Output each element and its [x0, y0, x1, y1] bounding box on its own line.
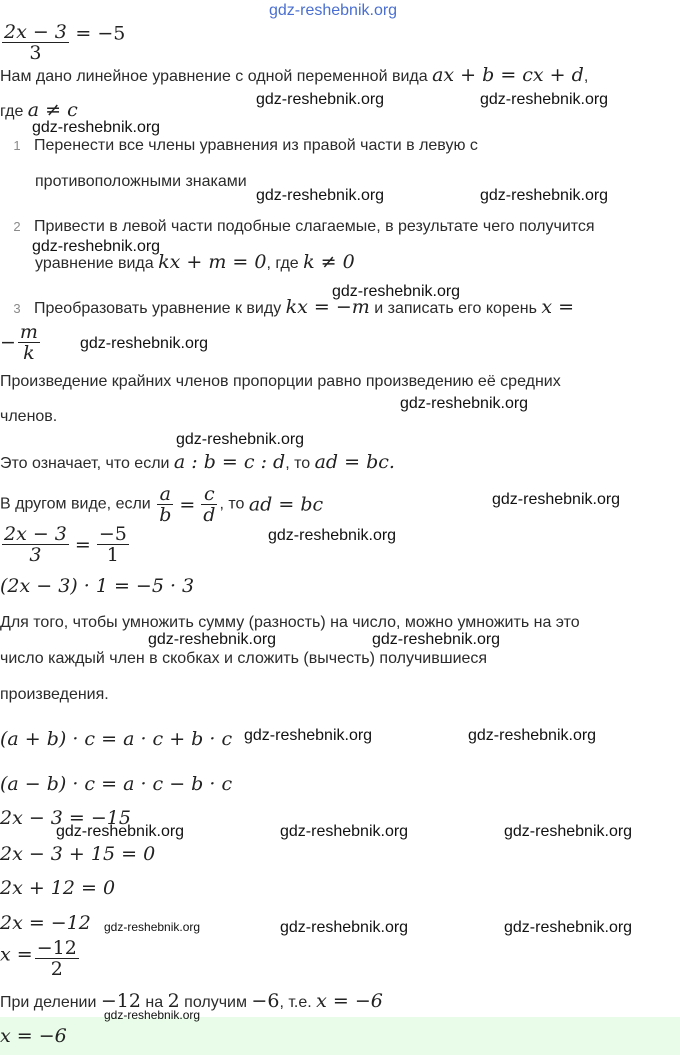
proportion-line2: членов.	[0, 408, 58, 425]
answer-box	[0, 1017, 680, 1055]
solution-step6-m1: −12	[100, 990, 141, 1012]
eq0-den: 3	[2, 42, 69, 49]
step-3-line1	[0, 296, 574, 320]
solution-step6-m3: −6	[251, 990, 280, 1012]
step-3-math-b: x =	[541, 296, 575, 318]
proportion-line3	[0, 451, 395, 475]
watermark: gdz-reshebnik.org	[176, 431, 305, 448]
step-1-number: 1	[13, 138, 21, 153]
solution-step5-fraction	[35, 937, 79, 980]
intro-math1: ax + b = cx + d	[432, 64, 584, 86]
watermark: gdz-reshebnik.org	[280, 919, 409, 936]
distributive-line3: произведения.	[0, 686, 109, 703]
watermark: gdz-reshebnik.org	[468, 727, 597, 744]
eq2: (2x − 3) · 1 = −5 · 3	[0, 575, 195, 597]
step-1-line2	[35, 171, 247, 193]
eq1-rd: 1	[97, 544, 129, 565]
step-2-text2b: , где	[266, 255, 304, 272]
step-3-frac-sign: −	[0, 331, 16, 354]
eq1-ln: 2x − 3	[4, 523, 67, 545]
watermark: gdz-reshebnik.org	[480, 91, 609, 108]
intro-text3: где	[0, 103, 28, 120]
proportion-text4b: , то	[219, 495, 249, 513]
step-1-line1	[0, 135, 478, 157]
solution-step5	[0, 937, 81, 980]
step-2-text: Привести в левой части подобные слагаемые, в результате чего получится	[34, 218, 595, 235]
watermark: gdz-reshebnik.org	[268, 527, 397, 544]
watermark: gdz-reshebnik.org	[400, 395, 529, 412]
watermark: gdz-reshebnik.org	[104, 1008, 201, 1022]
watermark: gdz-reshebnik.org	[244, 727, 373, 744]
watermark: gdz-reshebnik.org	[372, 631, 501, 648]
proportion-eq: =	[179, 493, 196, 516]
watermark: gdz-reshebnik.org	[332, 283, 461, 300]
proportion-text4a: В другом виде, если	[0, 495, 156, 513]
solution-step6-b: на	[140, 994, 168, 1011]
watermark: gdz-reshebnik.org	[148, 631, 277, 648]
solution-step2: 2x − 3 + 15 = 0	[0, 843, 156, 865]
proportion-text3a: Это означает, что если	[0, 455, 174, 472]
solution-step3: 2x + 12 = 0	[0, 877, 116, 899]
watermark: gdz-reshebnik.org	[256, 187, 385, 204]
step-3-frac-num: m	[19, 321, 38, 343]
step-2-math-b: k ≠ 0	[303, 251, 355, 273]
proportion-f2d: d	[203, 504, 216, 526]
proportion-line1: Произведение крайних членов пропорции равно произведению её средних	[0, 373, 561, 390]
proportion-math3b: ad = bc.	[314, 451, 395, 473]
step-3-fraction	[18, 322, 40, 363]
step-1-text: Перенести все члены уравнения из правой части в левую с	[34, 137, 478, 154]
eq0-fraction	[2, 21, 69, 64]
solution-step5-den: 2	[35, 958, 79, 971]
watermark: gdz-reshebnik.org	[32, 238, 161, 255]
step-3-text1a: Преобразовать уравнение к виду	[34, 300, 286, 317]
solution-step6-a: При делении	[0, 994, 101, 1011]
proportion-f1n: a	[159, 483, 171, 505]
solution-step1: 2x − 3 = −15	[0, 807, 131, 829]
step-3-line2	[0, 322, 42, 363]
solution-step6-c: получим	[179, 994, 252, 1011]
step-3-math-a: kx = −m	[285, 296, 370, 318]
watermark: gdz-reshebnik.org	[504, 919, 633, 936]
intro-text2: ,	[583, 68, 589, 85]
eq1-eq: =	[74, 533, 91, 556]
distributive-line2: число каждый член в скобках и сложить (вычесть) получившиеся	[0, 650, 488, 667]
distributive-line1: Для того, чтобы умножить сумму (разность) на число, можно умножить на это	[0, 614, 580, 631]
watermark: gdz-reshebnik.org	[492, 491, 621, 508]
solution-step5-num: −12	[36, 937, 77, 959]
solution-step6-m2: 2	[167, 990, 180, 1012]
step-3-number: 3	[13, 301, 21, 316]
intro-text1: Нам дано линейное уравнение с одной переменной вида	[0, 68, 433, 85]
watermark: gdz-reshebnik.org	[104, 920, 201, 934]
distributive-rule1: (a + b) · c = a · c + b · c	[0, 728, 233, 750]
intro-line1	[0, 64, 588, 88]
distributive-rule2: (a − b) · c = a · c − b · c	[0, 773, 233, 795]
solution-step4: 2x = −12	[0, 912, 91, 934]
eq0-num: 2x − 3	[4, 21, 67, 43]
eq0-rhs: = −5	[75, 22, 126, 45]
watermark: gdz-reshebnik.org	[80, 335, 209, 352]
watermark: gdz-reshebnik.org	[480, 187, 609, 204]
step-2-number: 2	[13, 219, 21, 234]
watermark: gdz-reshebnik.org	[280, 823, 409, 840]
eq1-left-fraction	[2, 524, 69, 565]
watermark-top: gdz-reshebnik.org	[269, 2, 398, 19]
eq1	[0, 524, 131, 565]
step-2-text2a: уравнение вида	[35, 255, 159, 272]
proportion-f1d: b	[159, 504, 172, 526]
proportion-frac1	[157, 484, 173, 525]
eq1-ld: 3	[2, 544, 69, 565]
step-3-frac-den: k	[18, 342, 40, 363]
eq0	[0, 21, 126, 64]
step-2-line1	[0, 216, 595, 238]
intro-math2: a ≠ c	[27, 99, 78, 121]
step-3-text1b: и записать его корень	[369, 300, 542, 317]
eq1-right-fraction	[97, 524, 129, 565]
proportion-f2n: c	[204, 483, 215, 505]
proportion-math3: a : b = c : d	[173, 451, 286, 473]
watermark: gdz-reshebnik.org	[504, 823, 633, 840]
proportion-text3b: , то	[285, 455, 315, 472]
step-2-math-a: kx + m = 0	[158, 251, 267, 273]
step-1-text2: противоположными знаками	[35, 173, 247, 190]
answer-text: x = −6	[0, 1025, 67, 1047]
solution-step6-d: , т.е.	[279, 994, 317, 1011]
proportion-math4: ad = bc	[248, 493, 324, 516]
proportion-line4	[0, 484, 323, 525]
proportion-frac2	[201, 484, 217, 525]
watermark: gdz-reshebnik.org	[32, 119, 161, 136]
eq1-rn: −5	[98, 523, 127, 545]
watermark: gdz-reshebnik.org	[256, 91, 385, 108]
solution-step5-lhs: x =	[0, 943, 33, 966]
watermark: gdz-reshebnik.org	[56, 823, 185, 840]
solution-step6-m4: x = −6	[316, 990, 383, 1012]
